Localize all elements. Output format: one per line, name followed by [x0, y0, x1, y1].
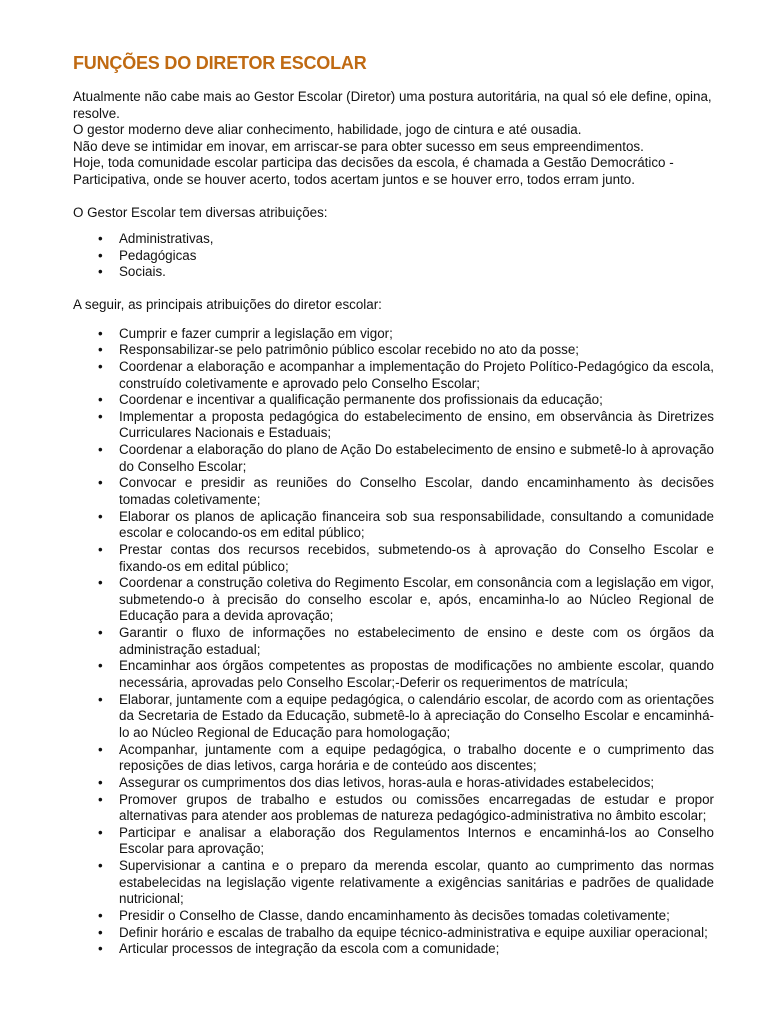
list-item-text: Garantir o fluxo de informações no estabelecimento de ensino e deste com os órgãos da administração estadual;: [119, 625, 714, 657]
list-item: [73, 792, 714, 825]
list-item-text: Elaborar, juntamente com a equipe pedagógica, o calendário escolar, de acordo com as orientações da Secretaria de Estado da Educação, submetê-lo à apreciação do Conselho Escolar e encaminhá-lo ao Núcleo Regional de Educação para homologação;: [119, 691, 714, 740]
list-item-text: Prestar contas dos recursos recebidos, submetendo-os à aprovação do Conselho Escolar e fixando-os em edital público;: [119, 542, 714, 574]
list-item-text: Coordenar a elaboração do plano de Ação Do estabelecimento de ensino e submetê-lo à aprovação do Conselho Escolar;: [119, 442, 714, 474]
list-item: [73, 692, 714, 742]
intro-paragraphs: [73, 89, 714, 189]
list-item: [73, 941, 714, 958]
bullet-icon: •: [98, 691, 103, 707]
bullet-icon: •: [98, 824, 103, 840]
list-item-text: Presidir o Conselho de Classe, dando encaminhamento às decisões tomadas coletivamente;: [119, 908, 670, 923]
intro-line: Não deve se intimidar em inovar, em arriscar-se para obter sucesso em seus empreendimentos.: [73, 138, 644, 154]
list-item: [73, 908, 714, 925]
list-item: [73, 575, 714, 625]
bullet-icon: •: [98, 475, 103, 491]
list-item-text: Articular processos de integração da escola com a comunidade;: [119, 941, 500, 957]
list-item: [73, 625, 714, 658]
bullet-icon: •: [98, 247, 103, 263]
list-item-text: Implementar a proposta pedagógica do estabelecimento de ensino, em observância às Diretrizes Curriculares Nacionais e Estaduais;: [119, 408, 714, 441]
list-item: [73, 359, 714, 392]
bullet-icon: •: [98, 941, 103, 957]
list-item: [73, 658, 714, 691]
list-item: [73, 858, 714, 908]
list-item-text: Administrativas,: [119, 231, 214, 247]
bullet-icon: •: [98, 542, 103, 557]
bullet-icon: •: [98, 575, 103, 591]
list-item: [73, 742, 714, 775]
list-item-text: Cumprir e fazer cumprir a legislação em vigor;: [119, 325, 393, 341]
list-item: [73, 342, 714, 359]
bullet-icon: •: [98, 342, 103, 358]
intro-line: O gestor moderno deve aliar conhecimento, habilidade, jogo de cintura e até ousadia.: [73, 122, 582, 138]
bullet-icon: •: [98, 858, 103, 874]
list-item: [73, 231, 714, 248]
list-item-text: Coordenar a construção coletiva do Regimento Escolar, em consonância com a legislação em vigor, submetendo-o à precisão do conselho escolar e, após, encaminha-lo ao Núcleo Regional de Educação para a devida aprovação;: [119, 575, 714, 624]
list-item: [73, 392, 714, 409]
list-item-text: Elaborar os planos de aplicação financeira sob sua responsabilidade, consultando a comunidade escolar e colocando-os em edital público;: [119, 508, 714, 541]
list-item: [73, 925, 714, 942]
bullet-icon: •: [98, 908, 103, 923]
list-item: [73, 264, 714, 281]
attributions-intro: O Gestor Escolar tem diversas atribuições:: [73, 204, 328, 220]
bullet-icon: •: [98, 774, 103, 790]
duties-list: [73, 326, 714, 958]
list-item-text: Coordenar a elaboração e acompanhar a implementação do Projeto Político-Pedagógico da escola, construído coletivamente e aprovado pelo Conselho Escolar;: [119, 358, 714, 391]
list-item-text: Encaminhar aos órgãos competentes as propostas de modificações no ambiente escolar, quando necessária, aprovadas pelo Conselho Escolar;-Deferir os requerimentos de matrícula;: [119, 658, 714, 691]
bullet-icon: •: [98, 408, 103, 424]
list-item-text: Participar e analisar a elaboração dos Regulamentos Internos e encaminhá-los ao Conselho Escolar para aprovação;: [119, 824, 714, 857]
list-item-text: Responsabilizar-se pelo patrimônio público escolar recebido no ato da posse;: [119, 342, 580, 358]
bullet-icon: •: [98, 625, 103, 641]
bullet-icon: •: [98, 264, 103, 280]
list-item-text: Promover grupos de trabalho e estudos ou comissões encarregadas de estudar e propor alternativas para atender aos problemas de natureza pedagógico-administrativa no âmbito escolar;: [119, 791, 714, 824]
bullet-icon: •: [98, 508, 103, 524]
list-item-text: Assegurar os cumprimentos dos dias letivos, horas-aula e horas-atividades estabelecidos;: [119, 774, 655, 790]
list-item: [73, 475, 714, 508]
list-item-text: Convocar e presidir as reuniões do Conselho Escolar, dando encaminhamento às decisões tomadas coletivamente;: [119, 475, 714, 508]
list-item: [73, 825, 714, 858]
bullet-icon: •: [98, 658, 103, 674]
bullet-icon: •: [98, 358, 103, 374]
bullet-icon: •: [98, 791, 103, 807]
bullet-icon: •: [98, 741, 103, 757]
list-item: [73, 326, 714, 343]
bullet-icon: •: [98, 231, 103, 247]
document-page: [73, 52, 714, 958]
main-attributions-intro: A seguir, as principais atribuições do diretor escolar:: [73, 296, 382, 312]
list-item: [73, 248, 714, 265]
list-item-text: Supervisionar a cantina e o preparo da merenda escolar, quanto ao cumprimento das normas estabelecidas na legislação vigente relativamente a exigências sanitárias e padrões de qualidade nutricional;: [119, 858, 714, 907]
list-item: [73, 409, 714, 442]
document-title: FUNÇÕES DO DIRETOR ESCOLAR: [73, 53, 367, 73]
bullet-icon: •: [98, 442, 103, 458]
list-item-text: Acompanhar, juntamente com a equipe pedagógica, o trabalho docente e o cumprimento das reposições de dias letivos, carga horária e de conteúdo aos discentes;: [119, 741, 714, 774]
list-item: [73, 542, 714, 575]
intro-line: Hoje, toda comunidade escolar participa das decisões da escola, é chamada a Gestão Democrático - Participativa, onde se houver acerto, todos acertam juntos e se houver erro, todos erram junto.: [73, 155, 674, 187]
bullet-icon: •: [98, 325, 103, 341]
list-item-text: Definir horário e escalas de trabalho da equipe técnico-administrativa e equipe auxiliar operacional;: [119, 924, 708, 940]
intro-line: Atualmente não cabe mais ao Gestor Escolar (Diretor) uma postura autoritária, na qual só ele define, opina, resolve.: [73, 89, 712, 121]
list-item-text: Sociais.: [119, 264, 166, 280]
list-item: [73, 442, 714, 475]
list-item: [73, 775, 714, 792]
list-item-text: Coordenar e incentivar a qualificação permanente dos profissionais da educação;: [119, 392, 603, 408]
list-item-text: Pedagógicas: [119, 247, 197, 263]
bullet-icon: •: [98, 392, 103, 408]
list-item: [73, 509, 714, 542]
bullet-icon: •: [98, 924, 103, 940]
attribution-types-list: [73, 231, 714, 281]
